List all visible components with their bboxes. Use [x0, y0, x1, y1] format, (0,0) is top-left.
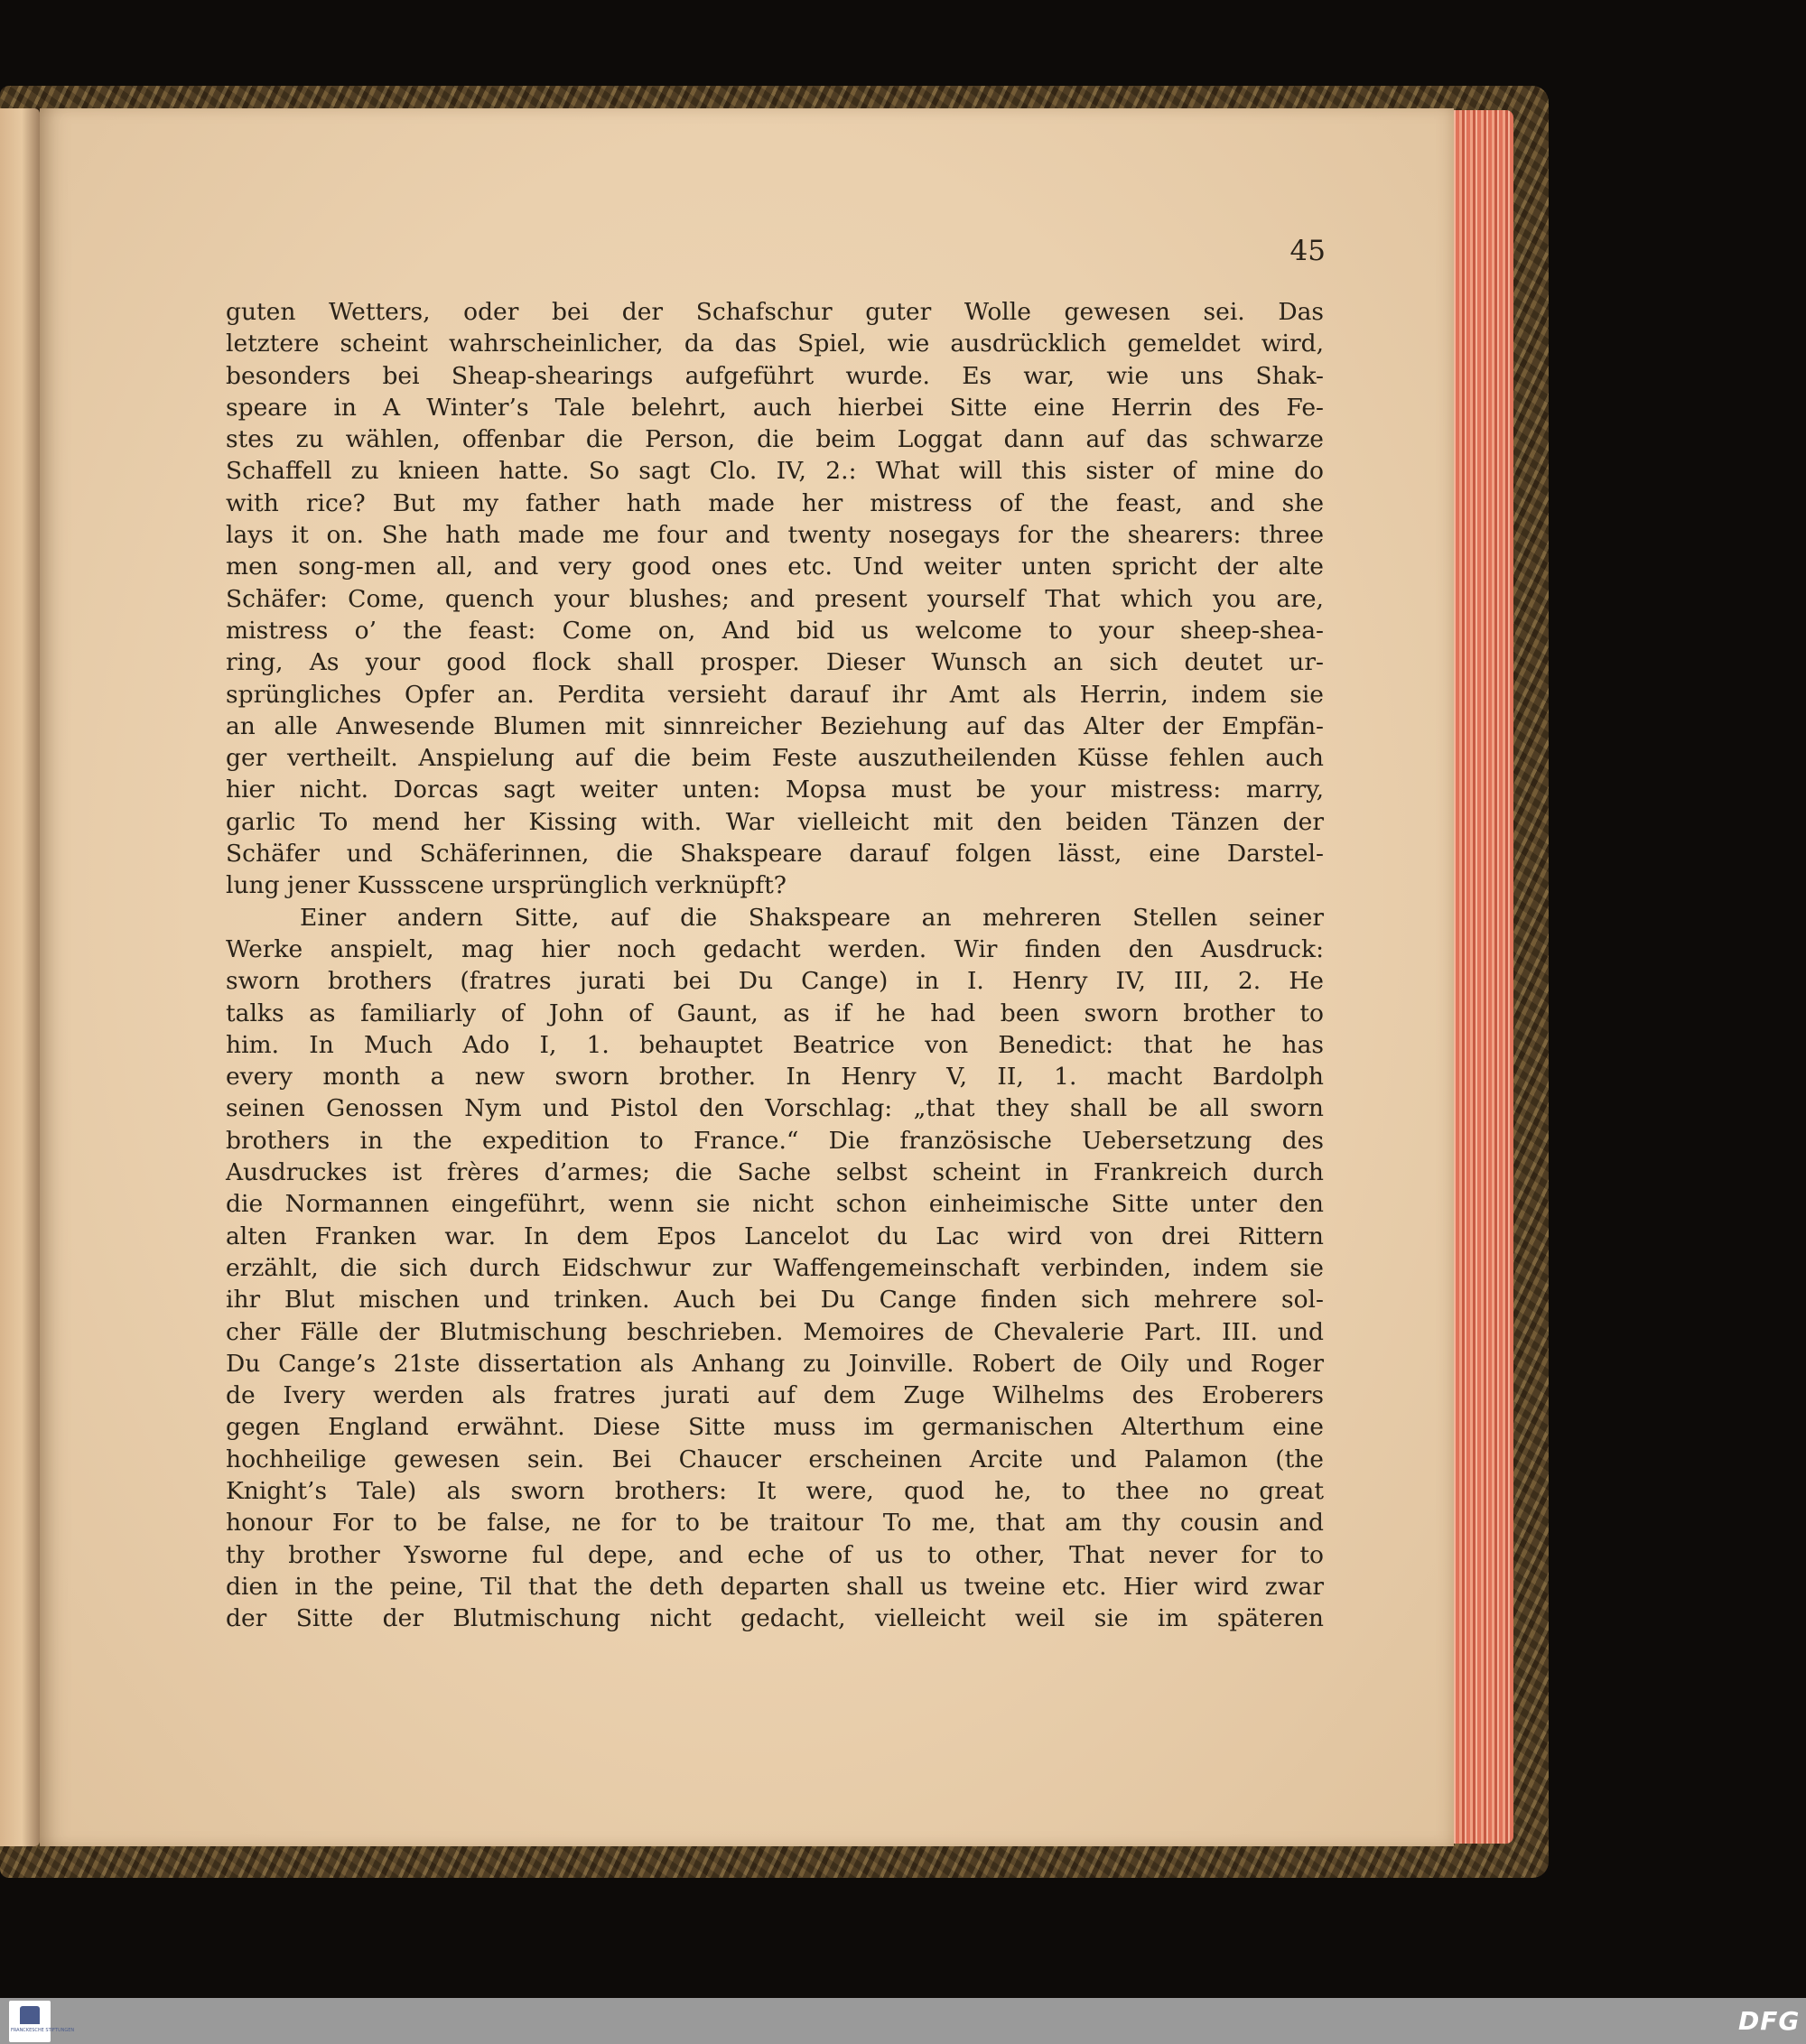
text-line: der Sitte der Blutmischung nicht gedacht, vielleicht weil sie im späteren	[226, 1604, 1324, 1633]
institution-logo-text: FRANCKESCHE STIFTUNGEN	[11, 2028, 75, 2033]
text-line: an alle Anwesende Blumen mit sinnreicher Beziehung auf das Alter der Empfän-	[226, 711, 1324, 740]
text-line: seinen Genossen Nym und Pistol den Vorschlag: „that they shall be all sworn	[226, 1094, 1324, 1123]
text-line: mistress o’ the feast: Come on, And bid us welcome to your sheep-shea-	[226, 616, 1324, 645]
text-line: Knight’s Tale) als sworn brothers: It were, quod he, to thee no great	[226, 1476, 1324, 1505]
text-line: cher Fälle der Blutmischung beschrieben. Memoires de Chevalerie Part. III. und	[226, 1317, 1324, 1346]
text-line: ger vertheilt. Anspielung auf die beim Feste auszutheilenden Küsse fehlen auch	[226, 744, 1324, 773]
text-line: guten Wetters, oder bei der Schafschur guter Wolle gewesen sei. Das	[226, 298, 1324, 326]
text-line: garlic To mend her Kissing with. War vielleicht mit den beiden Tänzen der	[226, 807, 1324, 836]
text-line: dien in the peine, Til that the deth departen shall us tweine etc. Hier wird zwar	[226, 1572, 1324, 1601]
text-line: talks as familiarly of John of Gaunt, as if he had been sworn brother to	[226, 999, 1324, 1027]
viewer-footer	[0, 1998, 1806, 2044]
text-line: hier nicht. Dorcas sagt weiter unten: Mopsa must be your mistress: marry,	[226, 776, 1324, 804]
text-line: letztere scheint wahrscheinlicher, da das Spiel, wie ausdrücklich gemeldet wird,	[226, 330, 1324, 358]
text-line: men song-men all, and very good ones etc. Und weiter unten spricht der alte	[226, 553, 1324, 581]
text-line: Schäfer und Schäferinnen, die Shakspeare darauf folgen lässt, eine Darstel-	[226, 840, 1324, 869]
text-line: brothers in the expedition to France.“ Die französische Uebersetzung des	[226, 1126, 1324, 1155]
text-line: Einer andern Sitte, auf die Shakspeare an mehreren Stellen seiner	[300, 903, 1324, 932]
body-text	[226, 296, 1324, 1634]
text-line: de Ivery werden als fratres jurati auf dem Zuge Wilhelms des Eroberers	[226, 1381, 1324, 1410]
text-line: sworn brothers (fratres jurati bei Du Cange) in I. Henry IV, III, 2. He	[226, 967, 1324, 996]
text-line: gegen England erwähnt. Diese Sitte muss im germanischen Alterthum eine	[226, 1413, 1324, 1442]
text-line: lung jener Kussscene ursprünglich verknüpft?	[226, 871, 787, 900]
text-line: Ausdruckes ist frères d’armes; die Sache selbst scheint in Frankreich durch	[226, 1158, 1324, 1187]
left-page-edge	[0, 108, 40, 1846]
page-edges	[1445, 110, 1513, 1844]
book-page	[40, 108, 1454, 1846]
text-line: Schäfer: Come, quench your blushes; and present yourself That which you are,	[226, 584, 1324, 613]
text-line: die Normannen eingeführt, wenn sie nicht schon einheimische Sitte unter den	[226, 1190, 1324, 1219]
institution-logo[interactable]	[9, 2001, 75, 2042]
text-line: erzählt, die sich durch Eidschwur zur Waffengemeinschaft verbinden, indem sie	[226, 1253, 1324, 1282]
text-line: hochheilige gewesen sein. Bei Chaucer erscheinen Arcite und Palamon (the	[226, 1445, 1324, 1473]
text-line: alten Franken war. In dem Epos Lancelot du Lac wird von drei Rittern	[226, 1222, 1324, 1250]
text-line: ring, As your good flock shall prosper. Dieser Wunsch an sich deutet ur-	[226, 648, 1324, 677]
text-line: with rice? But my father hath made her mistress of the feast, and she	[226, 488, 1324, 517]
text-line: sprüngliches Opfer an. Perdita versieht darauf ihr Amt als Herrin, indem sie	[226, 680, 1324, 709]
page-number: 45	[1289, 235, 1326, 267]
text-line: honour For to be false, ne for to be traitour To me, that am thy cousin and	[226, 1509, 1324, 1538]
text-line: Schaffell zu knieen hatte. So sagt Clo. IV, 2.: What will this sister of mine do	[226, 457, 1324, 486]
text-line: ihr Blut mischen und trinken. Auch bei Du Cange finden sich mehrere sol-	[226, 1286, 1324, 1315]
text-line: Du Cange’s 21ste dissertation als Anhang zu Joinville. Robert de Oily und Roger	[226, 1349, 1324, 1378]
text-line: speare in A Winter’s Tale belehrt, auch hierbei Sitte eine Herrin des Fe-	[226, 393, 1324, 422]
text-line: him. In Much Ado I, 1. behauptet Beatrice von Benedict: that he has	[226, 1030, 1324, 1059]
building-icon	[20, 2006, 40, 2024]
dfg-logo[interactable]: DFG	[1738, 2006, 1801, 2036]
text-line: every month a new sworn brother. In Henry V, II, 1. macht Bardolph	[226, 1063, 1324, 1092]
text-line: stes zu wählen, offenbar die Person, die beim Loggat dann auf das schwarze	[226, 425, 1324, 454]
text-line: thy brother Ysworne ful depe, and eche of us to other, That never for to	[226, 1540, 1324, 1569]
text-line: Werke anspielt, mag hier noch gedacht werden. Wir finden den Ausdruck:	[226, 934, 1324, 963]
text-line: besonders bei Sheap-shearings aufgeführt wurde. Es war, wie uns Shak-	[226, 361, 1324, 390]
text-line: lays it on. She hath made me four and twenty nosegays for the shearers: three	[226, 521, 1324, 550]
